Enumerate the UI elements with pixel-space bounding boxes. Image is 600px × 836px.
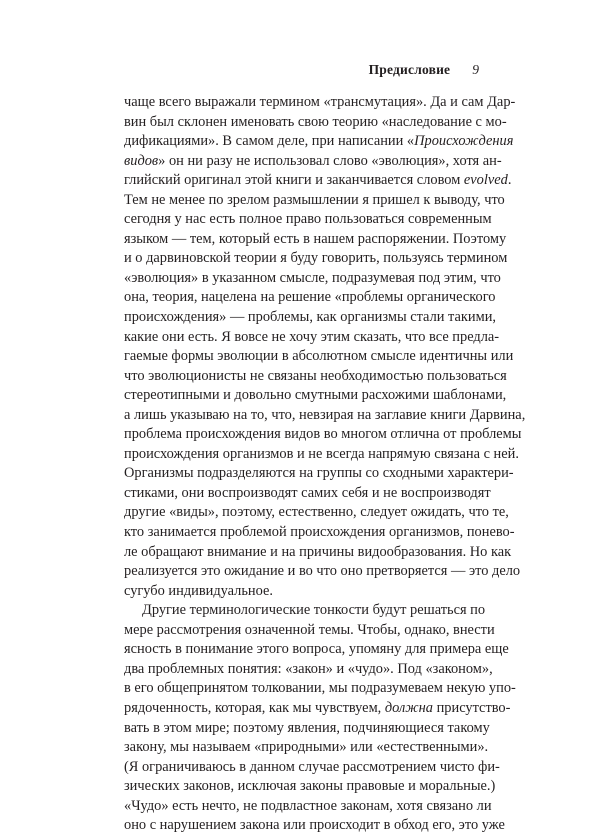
text-segment: ясность в понимание этого вопроса, упомяну для примера еще <box>124 641 509 658</box>
italic-text: видов <box>124 152 159 169</box>
text-segment: глийский оригинал этой книги и заканчивается словом <box>124 172 464 189</box>
italic-text: должна <box>384 699 433 716</box>
text-line <box>124 464 514 484</box>
text-segment: сегодня у нас есть полное право пользоваться современным <box>124 211 492 228</box>
italic-text: Происхождения <box>414 133 514 150</box>
text-segment: рядоченность, которая, как мы чувствуем, <box>124 699 385 716</box>
text-segment: оно с нарушением закона или происходит в обход его, это уже <box>124 817 505 834</box>
text-line <box>124 347 514 367</box>
text-line <box>124 660 493 680</box>
running-head <box>124 62 479 78</box>
text-line <box>124 640 509 660</box>
text-line <box>124 367 507 387</box>
text-segment: что эволюционисты не связаны необходимостью пользоваться <box>124 367 507 384</box>
text-segment: Тем не менее по зрелом размышлении я пришел к выводу, что <box>124 191 505 208</box>
text-line <box>124 249 508 269</box>
text-line <box>124 386 507 406</box>
text-segment: кто занимается проблемой происхождения организмов, понево- <box>124 524 515 541</box>
text-segment: стереотипными и довольно смутными расхожими шаблонами, <box>124 387 507 404</box>
text-segment: два проблемных понятия: «закон» и «чудо». Под «законом», <box>124 660 493 677</box>
text-segment: какие они есть. Я вовсе не хочу этим сказать, что все предла- <box>124 328 500 345</box>
text-segment: Другие терминологические тонкости будут решаться по <box>142 602 486 619</box>
text-segment: вать в этом мире; поэтому явления, подчиняющиеся такому <box>124 719 490 736</box>
text-line <box>124 171 512 191</box>
text-line <box>124 582 479 602</box>
text-segment: Организмы подразделяются на группы со сходными характери- <box>124 465 514 482</box>
text-line <box>124 699 511 719</box>
text-line <box>124 191 505 211</box>
text-line <box>124 269 501 289</box>
chapter-title: Предисловие <box>368 62 451 77</box>
page-number: 9 <box>472 62 479 77</box>
text-segment: стиками, они воспроизводят самих себя и не воспроизводят <box>124 484 491 501</box>
text-line <box>124 816 505 836</box>
text-segment: «эволюция» в указанном смысле, подразумевая под этим, что <box>124 269 501 286</box>
text-segment: реализуется это ожидание и во что оно претворяется — это дело <box>124 563 521 580</box>
text-segment: гаемые формы эволюции в абсолютном смысле идентичны или <box>124 348 514 365</box>
text-segment: » он ни разу не использовал слово «эволюция», хотя ан- <box>158 152 502 169</box>
text-line <box>124 562 521 582</box>
text-segment: происхождения организмов и не всегда напрямую связана с ней. <box>124 445 519 462</box>
text-line <box>124 719 490 739</box>
text-line <box>124 132 514 152</box>
text-line <box>124 406 526 426</box>
text-line <box>124 230 507 250</box>
text-segment: а лишь указываю на то, что, невзирая на заглавие книги Дарвина, <box>124 406 526 423</box>
text-line <box>124 308 497 328</box>
text-segment: проблема происхождения видов во многом отлична от проблемы <box>124 426 522 443</box>
text-segment: присутство- <box>433 699 511 716</box>
text-segment: происхождения» — проблемы, как организмы стали такими, <box>124 309 497 326</box>
text-line <box>124 523 515 543</box>
text-segment: сугубо индивидуальное. <box>124 582 273 599</box>
text-segment: она, теория, нацелена на решение «проблемы органического <box>124 289 496 306</box>
text-line <box>124 425 522 445</box>
text-line <box>124 445 519 465</box>
text-segment: закону, мы называем «природными» или «естественными». <box>124 739 489 756</box>
text-segment: . <box>507 172 512 189</box>
italic-text: evolved <box>463 172 508 189</box>
text-line <box>124 738 489 758</box>
text-segment: дификациями». В самом деле, при написании « <box>124 133 415 150</box>
text-segment: в его общепринятом толковании, мы подразумеваем некую упо- <box>124 680 516 697</box>
text-line <box>124 113 507 133</box>
text-line <box>124 288 496 308</box>
text-segment: и о дарвиновской теории я буду говорить, пользуясь термином <box>124 250 508 267</box>
text-line <box>124 503 509 523</box>
text-segment: языком — тем, который есть в нашем распоряжении. Поэтому <box>124 230 507 247</box>
text-line <box>124 152 502 172</box>
body-text <box>124 93 526 836</box>
text-line <box>124 543 512 563</box>
text-line <box>124 777 496 797</box>
text-line <box>124 484 491 504</box>
text-segment: чаще всего выражали термином «трансмутация». Да и сам Дар- <box>124 94 516 110</box>
text-line <box>124 621 495 641</box>
text-line <box>124 797 492 817</box>
text-line <box>124 758 500 778</box>
text-segment: зических законов, исключая законы правовые и моральные.) <box>124 778 496 795</box>
text-segment: другие «виды», поэтому, естественно, следует ожидать, что те, <box>124 504 509 521</box>
text-segment: «Чудо» есть нечто, не подвластное законам, хотя связано ли <box>124 797 492 814</box>
text-line <box>124 679 516 699</box>
text-segment: (Я ограничиваюсь в данном случае рассмотрением чисто фи- <box>124 758 500 775</box>
text-line <box>124 210 492 230</box>
text-line <box>124 601 486 621</box>
text-segment: вин был склонен именовать свою теорию «наследование с мо- <box>124 113 507 130</box>
text-line <box>124 93 516 113</box>
text-segment: мере рассмотрения означенной темы. Чтобы, однако, внести <box>124 621 495 638</box>
text-segment: ле обращают внимание и на причины видообразования. Но как <box>124 543 512 560</box>
text-line <box>124 328 500 348</box>
